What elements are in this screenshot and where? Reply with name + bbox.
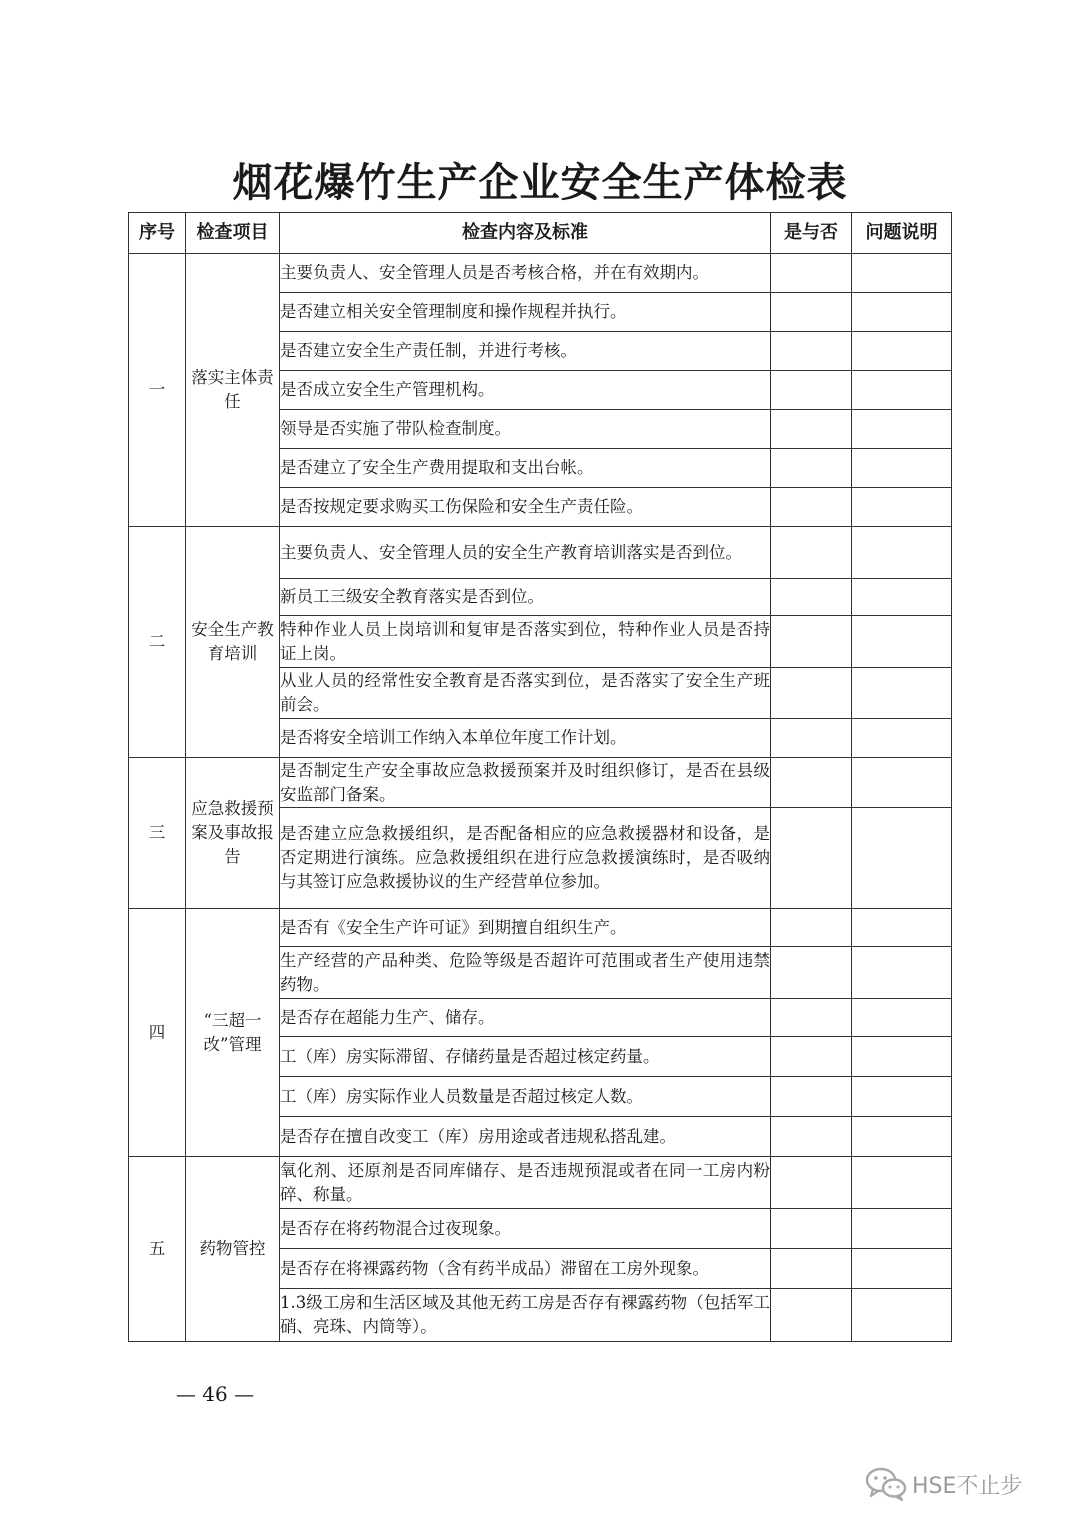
yes-no-cell[interactable]	[771, 999, 852, 1037]
yes-no-cell[interactable]	[771, 808, 852, 909]
check-item: 主要负责人、安全管理人员的安全生产教育培训落实是否到位。	[280, 527, 771, 579]
yes-no-cell[interactable]	[771, 909, 852, 947]
yes-no-cell[interactable]	[771, 579, 852, 616]
notes-cell[interactable]	[852, 668, 952, 719]
notes-cell[interactable]	[852, 488, 952, 527]
header-notes: 问题说明	[852, 213, 952, 254]
notes-cell[interactable]	[852, 1289, 952, 1342]
yes-no-cell[interactable]	[771, 668, 852, 719]
section-number: 二	[129, 527, 186, 758]
table-row	[129, 909, 952, 947]
notes-cell[interactable]	[852, 1209, 952, 1249]
notes-cell[interactable]	[852, 527, 952, 579]
page-title: 烟花爆竹生产企业安全生产体检表	[232, 160, 848, 206]
check-item: 是否制定生产安全事故应急救援预案并及时组织修订，是否在县级安监部门备案。	[280, 758, 771, 808]
check-item: 领导是否实施了带队检查制度。	[280, 410, 771, 449]
notes-cell[interactable]	[852, 332, 952, 371]
check-item: 从业人员的经常性安全教育是否落实到位，是否落实了安全生产班前会。	[280, 668, 771, 719]
check-item: 是否建立安全生产责任制，并进行考核。	[280, 332, 771, 371]
check-item: 是否将安全培训工作纳入本单位年度工作计划。	[280, 719, 771, 758]
check-item: 新员工三级安全教育落实是否到位。	[280, 579, 771, 616]
check-item: 是否建立应急救援组织，是否配备相应的应急救援器材和设备，是否定期进行演练。应急救援组织在进行应急救援演练时，是否吸纳与其签订应急救援协议的生产经营单位参加。	[280, 808, 771, 909]
check-item: 是否建立相关安全管理制度和操作规程并执行。	[280, 293, 771, 332]
yes-no-cell[interactable]	[771, 332, 852, 371]
check-item: 是否建立了安全生产费用提取和支出台帐。	[280, 449, 771, 488]
table-row	[129, 527, 952, 579]
check-item: 是否存在将裸露药物（含有药半成品）滞留在工房外现象。	[280, 1249, 771, 1289]
check-item: 工（库）房实际滞留、存储药量是否超过核定药量。	[280, 1037, 771, 1077]
notes-cell[interactable]	[852, 758, 952, 808]
check-item: 是否存在超能力生产、储存。	[280, 999, 771, 1037]
section-category: 应急救援预案及事故报告	[186, 758, 280, 909]
yes-no-cell[interactable]	[771, 293, 852, 332]
notes-cell[interactable]	[852, 1117, 952, 1157]
yes-no-cell[interactable]	[771, 947, 852, 999]
notes-cell[interactable]	[852, 293, 952, 332]
section-number: 五	[129, 1157, 186, 1342]
yes-no-cell[interactable]	[771, 1077, 852, 1117]
header-category: 检查项目	[186, 213, 280, 254]
table-row	[129, 254, 952, 293]
header-yes-no: 是与否	[771, 213, 852, 254]
check-item: 氧化剂、还原剂是否同库储存、是否违规预混或者在同一工房内粉碎、称量。	[280, 1157, 771, 1209]
checklist-table	[128, 212, 952, 1342]
yes-no-cell[interactable]	[771, 1249, 852, 1289]
notes-cell[interactable]	[852, 1249, 952, 1289]
check-item: 是否成立安全生产管理机构。	[280, 371, 771, 410]
notes-cell[interactable]	[852, 579, 952, 616]
notes-cell[interactable]	[852, 909, 952, 947]
check-item: 特种作业人员上岗培训和复审是否落实到位，特种作业人员是否持证上岗。	[280, 616, 771, 668]
yes-no-cell[interactable]	[771, 1037, 852, 1077]
yes-no-cell[interactable]	[771, 488, 852, 527]
yes-no-cell[interactable]	[771, 527, 852, 579]
yes-no-cell[interactable]	[771, 616, 852, 668]
check-item: 是否存在将药物混合过夜现象。	[280, 1209, 771, 1249]
section-category: 落实主体责任	[186, 254, 280, 527]
section-number: 四	[129, 909, 186, 1157]
page-number: — 46 —	[175, 1382, 255, 1406]
watermark	[864, 1464, 1064, 1504]
table-row	[129, 1157, 952, 1209]
header-number: 序号	[129, 213, 186, 254]
header-content: 检查内容及标准	[280, 213, 771, 254]
notes-cell[interactable]	[852, 808, 952, 909]
yes-no-cell[interactable]	[771, 1117, 852, 1157]
notes-cell[interactable]	[852, 616, 952, 668]
table-header-row	[129, 213, 952, 254]
yes-no-cell[interactable]	[771, 254, 852, 293]
notes-cell[interactable]	[852, 719, 952, 758]
section-category: “三超一改”管理	[186, 909, 280, 1157]
yes-no-cell[interactable]	[771, 1289, 852, 1342]
notes-cell[interactable]	[852, 947, 952, 999]
yes-no-cell[interactable]	[771, 1157, 852, 1209]
check-item: 是否有《安全生产许可证》到期擅自组织生产。	[280, 909, 771, 947]
yes-no-cell[interactable]	[771, 758, 852, 808]
check-item: 是否存在擅自改变工（库）房用途或者违规私搭乱建。	[280, 1117, 771, 1157]
check-item: 是否按规定要求购买工伤保险和安全生产责任险。	[280, 488, 771, 527]
yes-no-cell[interactable]	[771, 719, 852, 758]
notes-cell[interactable]	[852, 1037, 952, 1077]
notes-cell[interactable]	[852, 371, 952, 410]
yes-no-cell[interactable]	[771, 1209, 852, 1249]
notes-cell[interactable]	[852, 449, 952, 488]
yes-no-cell[interactable]	[771, 410, 852, 449]
check-item: 主要负责人、安全管理人员是否考核合格，并在有效期内。	[280, 254, 771, 293]
notes-cell[interactable]	[852, 999, 952, 1037]
watermark-text: HSE不止步	[912, 1473, 1023, 1499]
check-item: 1.3级工房和生活区域及其他无药工房是否存有裸露药物（包括军工硝、亮珠、内筒等）。	[280, 1289, 771, 1342]
check-item: 生产经营的产品种类、危险等级是否超许可范围或者生产使用违禁药物。	[280, 947, 771, 999]
table-row	[129, 758, 952, 808]
notes-cell[interactable]	[852, 1157, 952, 1209]
section-category: 安全生产教育培训	[186, 527, 280, 758]
yes-no-cell[interactable]	[771, 449, 852, 488]
yes-no-cell[interactable]	[771, 371, 852, 410]
section-category: 药物管控	[186, 1157, 280, 1342]
notes-cell[interactable]	[852, 254, 952, 293]
notes-cell[interactable]	[852, 1077, 952, 1117]
wechat-icon	[864, 1466, 908, 1502]
section-number: 一	[129, 254, 186, 527]
section-number: 三	[129, 758, 186, 909]
check-item: 工（库）房实际作业人员数量是否超过核定人数。	[280, 1077, 771, 1117]
notes-cell[interactable]	[852, 410, 952, 449]
